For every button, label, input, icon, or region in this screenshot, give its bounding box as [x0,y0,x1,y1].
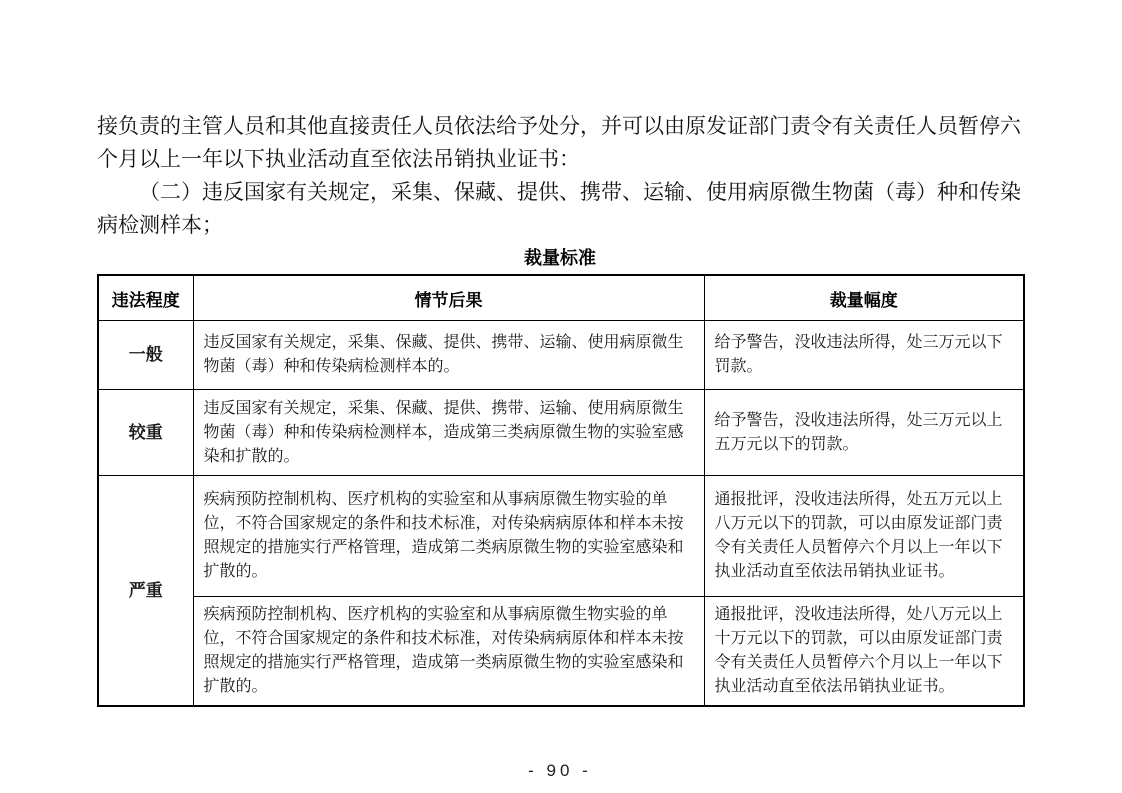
level-cell: 较重 [98,390,193,476]
table-row-relatively-serious [98,390,1024,476]
paragraph-line: 病检测样本； [97,213,223,237]
page-number: - 90 - [528,761,592,780]
range-cell: 通报批评，没收违法所得，处五万元以上八万元以下的罚款，可以由原发证部门责令有关责任人员暂停六个月以上一年以下执业活动直至依法吊销执业证书。 [704,476,1024,597]
table-row-general [98,321,1024,390]
col-header-discretion-range: 裁量幅度 [704,275,1024,321]
discretion-standards-table [97,274,1025,707]
paragraph-line: （二）违反国家有关规定，采集、保藏、提供、携带、运输、使用病原微生物菌（毒）种和传染 [139,180,1021,204]
intro-text [97,110,1023,242]
circumstance-cell: 疾病预防控制机构、医疗机构的实验室和从事病原微生物实验的单位，不符合国家规定的条件和技术标准，对传染病病原体和样本未按照规定的措施实行严格管理，造成第二类病原微生物的实验室感染和扩散的。 [193,476,704,597]
table-row-serious-2 [98,597,1024,707]
level-cell: 一般 [98,321,193,390]
circumstance-cell: 违反国家有关规定，采集、保藏、提供、携带、运输、使用病原微生物菌（毒）种和传染病检测样本，造成第三类病原微生物的实验室感染和扩散的。 [193,390,704,476]
table-title: 裁量标准 [524,248,596,268]
range-cell: 通报批评，没收违法所得，处八万元以上十万元以下的罚款，可以由原发证部门责令有关责任人员暂停六个月以上一年以下执业活动直至依法吊销执业证书。 [704,597,1024,707]
table-row-serious-1 [98,476,1024,597]
circumstance-cell: 违反国家有关规定，采集、保藏、提供、携带、运输、使用病原微生物菌（毒）种和传染病检测样本的。 [193,321,704,390]
table-header-row [98,275,1024,321]
range-cell: 给予警告，没收违法所得，处三万元以上五万元以下的罚款。 [704,390,1024,476]
col-header-circumstance: 情节后果 [193,275,704,321]
paragraph-line: 个月以上一年以下执业活动直至依法吊销执业证书： [97,147,580,171]
paragraph-line: 接负责的主管人员和其他直接责任人员依法给予处分，并可以由原发证部门责令有关责任人员暂停六 [97,114,1021,138]
level-cell: 严重 [98,476,193,707]
col-header-violation-degree: 违法程度 [98,275,193,321]
circumstance-cell: 疾病预防控制机构、医疗机构的实验室和从事病原微生物实验的单位，不符合国家规定的条件和技术标准，对传染病病原体和样本未按照规定的措施实行严格管理，造成第一类病原微生物的实验室感染和扩散的。 [193,597,704,707]
range-cell: 给予警告，没收违法所得，处三万元以下罚款。 [704,321,1024,390]
